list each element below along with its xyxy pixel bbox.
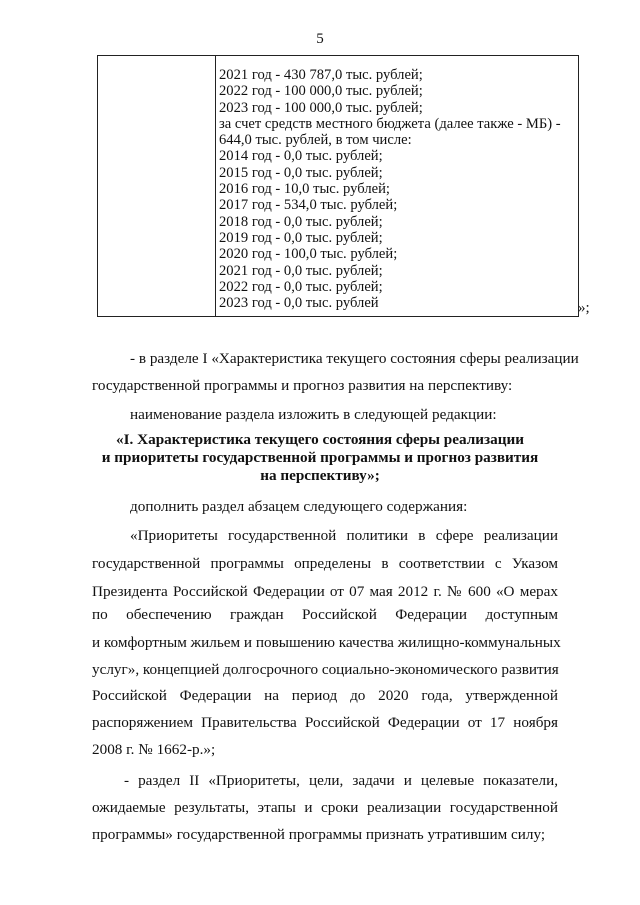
table-line: 2016 год - 10,0 тыс. рублей; (219, 181, 390, 198)
paragraph-line: Президента Российской Федерации от 07 мая 2012 г. № 600 «О мерах (92, 583, 558, 600)
section2-intro: дополнить раздел абзацем следующего содержания: (130, 498, 468, 515)
table-cell-funding (219, 67, 574, 311)
funding-table (97, 55, 579, 317)
table-line: 644,0 тыс. рублей, в том числе: (219, 132, 412, 149)
table-line: 2023 год - 0,0 тыс. рублей (219, 295, 379, 312)
table-line: 2023 год - 100 000,0 тыс. рублей; (219, 99, 423, 116)
paragraph-line: и комфортным жильем и повышению качества жилищно-коммунальных (92, 634, 561, 651)
table-line: 2019 год - 0,0 тыс. рублей; (219, 229, 383, 246)
section3-line: программы» государственной программы признать утратившим силу; (92, 826, 546, 843)
table-line: 2021 год - 430 787,0 тыс. рублей; (219, 67, 423, 83)
closing-quote: »; (578, 300, 590, 316)
section3-line: - раздел II «Приоритеты, цели, задачи и целевые показатели, (124, 772, 558, 789)
table-line: за счет средств местного бюджета (далее также - МБ) - (219, 115, 561, 132)
paragraph-line: «Приоритеты государственной политики в сфере реализации (130, 527, 558, 544)
new-section-heading-line1: «I. Характеристика текущего состояния сферы реализации (116, 431, 524, 448)
table-line: 2020 год - 100,0 тыс. рублей; (219, 246, 398, 263)
section1-line1: - в разделе I «Характеристика текущего состояния сферы реализации (130, 350, 579, 367)
section3-line: ожидаемые результаты, этапы и сроки реализации государственной (92, 799, 558, 816)
paragraph-line: распоряжением Правительства Российской Федерации от 17 ноября (92, 714, 558, 731)
new-section-heading-line2: и приоритеты государственной программы и прогноз развития (101, 449, 539, 466)
table-line: 2018 год - 0,0 тыс. рублей; (219, 213, 383, 230)
table-line: 2022 год - 0,0 тыс. рублей; (219, 278, 383, 295)
page-number: 5 (316, 31, 324, 47)
paragraph-line: государственной программы определены в соответствии с Указом (92, 555, 558, 572)
paragraph-line: услуг», концепцией долгосрочного социально-экономического развития (92, 661, 559, 678)
table-line: 2015 год - 0,0 тыс. рублей; (219, 164, 383, 181)
table-line: 2014 год - 0,0 тыс. рублей; (219, 148, 383, 165)
table-line: 2021 год - 0,0 тыс. рублей; (219, 262, 383, 279)
table-line: 2017 год - 534,0 тыс. рублей; (219, 197, 398, 214)
table-column-divider (215, 56, 216, 316)
paragraph-line: по обеспечению граждан Российской Федерации доступным (92, 606, 558, 623)
section1-line3: наименование раздела изложить в следующей редакции: (130, 406, 497, 423)
section1-line2: государственной программы и прогноз развития на перспективу: (92, 377, 513, 394)
table-line: 2022 год - 100 000,0 тыс. рублей; (219, 83, 423, 100)
paragraph-line: 2008 г. № 1662-р.»; (92, 741, 216, 758)
paragraph-line: Российской Федерации на период до 2020 года, утвержденной (92, 687, 558, 704)
new-section-heading-line3: на перспективу»; (260, 467, 380, 484)
